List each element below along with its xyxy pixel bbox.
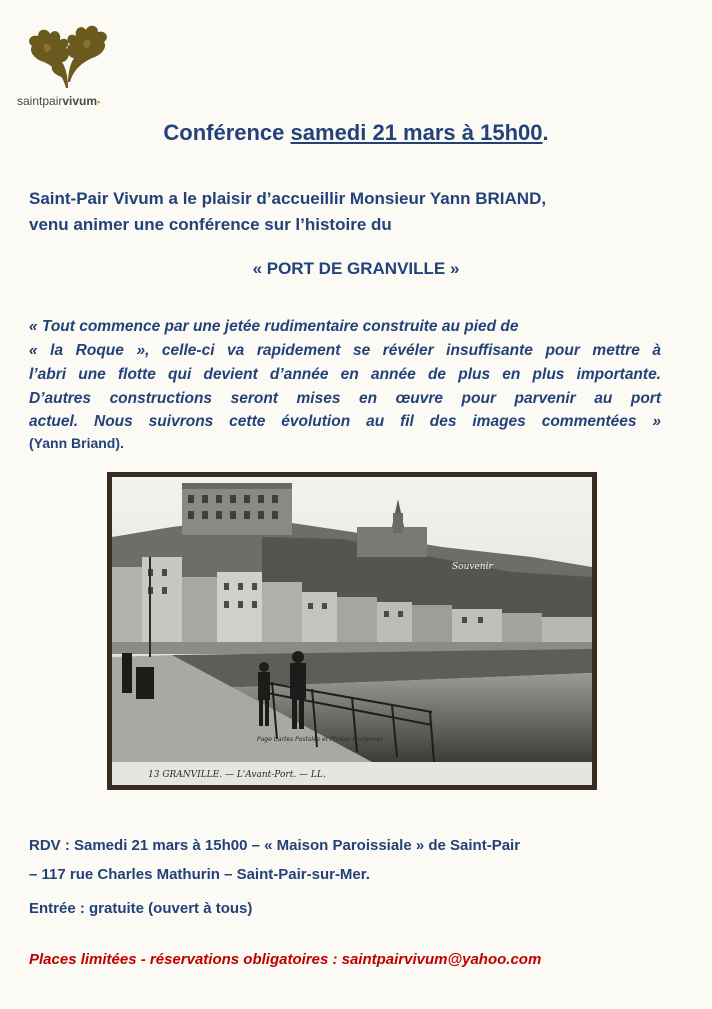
postcard-photo <box>107 472 597 790</box>
postcard-stamp: Souvenir <box>452 562 493 572</box>
conference-subject: « PORT DE GRANVILLE » <box>252 259 460 278</box>
entry-info: Entrée : gratuite (ouvert à tous) <box>29 900 253 917</box>
reservation-notice: Places limitées - réservations obligatoires : saintpairvivum@yahoo.com <box>29 951 542 968</box>
postcard-caption: 13 GRANVILLE. — L'Avant-Port. — LL. <box>148 770 326 780</box>
conference-date: samedi 21 mars à 15h00 <box>290 120 543 145</box>
quote-line-2: « la Roque », celle-ci va rapidement se révéler insuffisante pour mettre à <box>29 342 661 359</box>
quote-line-1: « Tout commence par une jetée rudimentaire construite au pied de <box>29 318 519 335</box>
quote-line-4: D’autres constructions seront mises en œuvre pour parvenir au port <box>29 390 661 407</box>
quote-attribution: (Yann Briand). <box>29 435 124 451</box>
rdv-line-2: – 117 rue Charles Mathurin – Saint-Pair-sur-Mer. <box>29 866 370 883</box>
rdv-line-1: RDV : Samedi 21 mars à 15h00 – « Maison Paroissiale » de Saint-Pair <box>29 837 521 854</box>
quote-line-3: l’abri une flotte qui devient d’année en année de plus en plus importante. <box>29 366 661 383</box>
intro-line-2: venu animer une conférence sur l’histoire du <box>29 215 392 234</box>
oak-leaf-icon <box>22 22 112 92</box>
postcard-watermark: Page Cartes Postales et Photos Anciennes <box>257 736 384 743</box>
harbour-postcard-image <box>112 477 592 785</box>
conference-title: Conférence samedi 21 mars à 15h00. <box>163 120 549 145</box>
quote-line-5: actuel. Nous suivrons cette évolution au fil des images commentées » <box>29 413 661 430</box>
logo <box>14 22 124 114</box>
logo-wordmark: saintpairvivum▪ <box>17 94 101 108</box>
intro-line-1: Saint-Pair Vivum a le plaisir d’accueillir Monsieur Yann BRIAND, <box>29 189 547 208</box>
